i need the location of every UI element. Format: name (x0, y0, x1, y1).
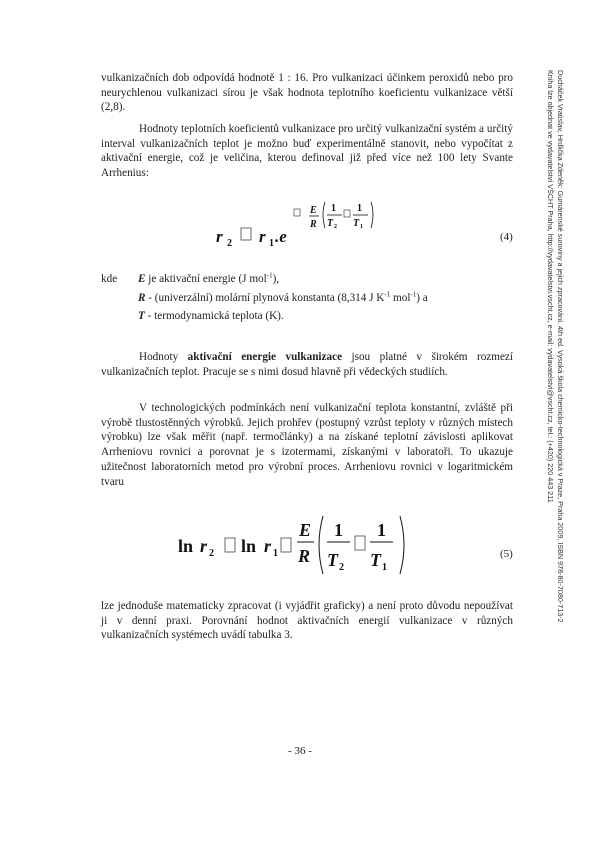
eq5-T1: T (370, 550, 381, 570)
eq5-sub2: 2 (209, 548, 214, 559)
eq4-T2-sub: 2 (334, 224, 337, 230)
eq4-dot-e: .e (275, 227, 287, 246)
paragraph-4: V technologických podmínkách není vulkanizační teplota konstantní, zvláště při výrobě tlustostěnných výrobků. Jejich prohřev (postupný vzrůst teploty v různých místech výrobku) lze však měřit (např. termočlánky) a na získané teplotní závislosti aplikovat Arrheniovu rovnici a porovnat je s izotermami, získanými v laboratoři. To ukazuje užitečnost laboratorních metod pro výrobní proces. Arrheniovu rovnici v logaritmickém tvaru (101, 402, 513, 488)
eq5-missing-glyph-3 (355, 536, 365, 550)
citation-line-2: Kniha lze objednat ve vydavatelství VŠCHT Praha, http://vydavatelstvi.vscht.cz, e-mail: vydavatelstvi@vscht.cz, tel.: (+420) 220 443 211 (546, 70, 555, 503)
eq5-E: E (299, 520, 312, 540)
activation-energy-term: aktivační energie vulkanizace (187, 351, 343, 363)
eq4-missing-glyph-1 (241, 228, 251, 240)
eq4-sub1: 1 (269, 238, 274, 249)
eq4-r1: r (259, 227, 266, 246)
definition-T: T - termodynamická teplota (K). (138, 310, 284, 322)
eq5-missing-glyph-2 (281, 538, 291, 552)
eq4-T1: T (353, 218, 360, 229)
eq4-T1-sub: 1 (360, 224, 363, 230)
eq5-r1: r (264, 536, 272, 556)
equation-5-number: (5) (500, 548, 513, 560)
eq5-one-a: 1 (334, 520, 343, 540)
eq4-r2: r (216, 227, 223, 246)
paragraph-1: vulkanizačních dob odpovídá hodnotě 1 : 16. Pro vulkanizaci účinkem peroxidů nebo pro neurychlenou vulkanizaci sírou je však hodnota teplotního koeficientu vulkanizace větší (2,8). (101, 72, 513, 114)
paragraph-2: Hodnoty teplotních koeficientů vulkanizace pro určitý vulkanizační systém a určitý interval vulkanizačních teplot je možno buď experimentálně stanovit, nebo vypočítat z aktivační energie, což je veličina, kterou definoval již před více než 100 lety Svante Arrhenius: (101, 123, 513, 180)
paragraph-3: Hodnoty aktivační energie vulkanizace jsou platné v širokém rozmezí vulkanizačních teplot. Pracuje se s nimi dosud hlavně při vědeckých studiích. (101, 351, 513, 378)
equation-4-number: (4) (500, 231, 513, 243)
definition-R: R - (univerzální) molární plynová konstanta (8,314 J $K^{-1}$ mol$^{-1}$) a (138, 289, 428, 304)
eq4-missing-glyph-2 (294, 209, 300, 216)
eq5-ln-b: ln (241, 536, 257, 556)
page-number: - 36 - (288, 745, 312, 757)
eq5-R: R (298, 546, 311, 566)
definition-E: kde E je aktivační energie (J mol$^{-1}$), (101, 270, 521, 289)
paragraph-5: lze jednoduše matematicky zpracovat (i vyjádřit graficky) a není proto důvodu nepoužívat ji v denní praxi. Porovnání hodnot aktivačních energií vulkanizace v různých vulkanizačních systémech uvádí tabulka 3. (101, 600, 513, 642)
citation-sidebar (537, 70, 565, 730)
equation-5 (170, 512, 430, 582)
eq4-sub2: 2 (227, 238, 232, 249)
kde-label: kde (101, 273, 118, 285)
eq5-ln-a: ln (178, 536, 194, 556)
eq4-one-b: 1 (357, 203, 362, 214)
equation-4 (200, 196, 400, 276)
eq5-T1-sub: 1 (382, 562, 387, 573)
eq4-E: E (310, 205, 317, 216)
eq4-T2: T (327, 218, 334, 229)
eq5-T2: T (327, 550, 338, 570)
eq5-one-b: 1 (377, 520, 386, 540)
citation-line-1: Ducháček Vratislav, Hrdlička Zdeněk: Gumárenské suroviny a jejich zpracování. 4th ed. Vysoká škola chemicko-technologická v Praze, Praha 2009. ISBN 978-80-7080-713-2 (556, 70, 565, 623)
eq5-r2: r (200, 536, 208, 556)
eq5-sub1: 1 (273, 548, 278, 559)
eq4-R: R (310, 219, 317, 230)
eq4-missing-glyph-3 (344, 210, 350, 217)
eq4-one-a: 1 (331, 203, 336, 214)
eq5-T2-sub: 2 (339, 562, 344, 573)
symbol-definitions (101, 270, 521, 326)
eq5-missing-glyph-1 (225, 538, 235, 552)
